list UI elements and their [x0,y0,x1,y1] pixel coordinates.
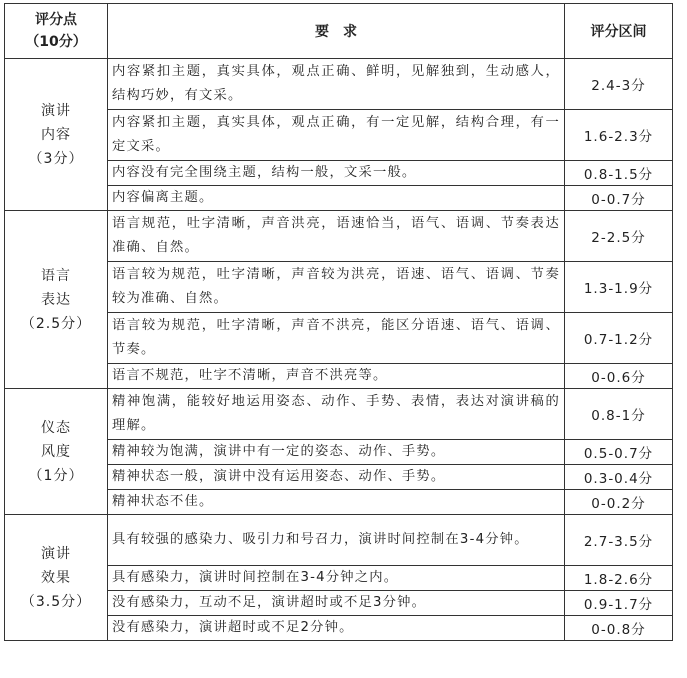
table-row [5,59,673,110]
score-range-cell: 2.7-3.5分 [565,515,673,566]
score-range-cell: 2-2.5分 [565,211,673,262]
requirement-cell: 语言较为规范，吐字清晰，声音不洪亮，能区分语速、语气、语调、节奏。 [108,313,565,364]
score-range-cell: 0-0.2分 [565,490,673,515]
score-range-cell: 0.3-0.4分 [565,465,673,490]
category-cell-demeanor [5,389,108,515]
category-name: 内容 [41,126,71,143]
category-cell-content [5,59,108,211]
requirement-cell: 没有感染力，演讲超时或不足2分钟。 [108,616,565,641]
requirement-cell: 内容没有完全围绕主题，结构一般，文采一般。 [108,161,565,186]
requirement-cell: 语言较为规范，吐字清晰，声音较为洪亮，语速、语气、语调、节奏较为准确、自然。 [108,262,565,313]
requirement-cell: 精神状态一般，演讲中没有运用姿态、动作、手势。 [108,465,565,490]
score-range-cell: 0.7-1.2分 [565,313,673,364]
category-points: （2.5分） [20,315,92,332]
requirement-cell: 精神饱满，能较好地运用姿态、动作、手势、表情，表达对演讲稿的理解。 [108,389,565,440]
table-row [5,211,673,262]
header-scoring-point-title: 评分点 [35,12,77,28]
scoring-table [4,3,673,641]
category-name: 语言 [41,267,71,284]
category-name: 风度 [41,443,71,460]
score-range-cell: 0.9-1.7分 [565,591,673,616]
requirement-cell: 内容紧扣主题，真实具体，观点正确，有一定见解，结构合理，有一定文采。 [108,110,565,161]
score-range-cell: 0.5-0.7分 [565,440,673,465]
category-name: 演讲 [41,102,71,119]
header-requirements: 要 求 [108,4,565,59]
score-range-cell: 1.3-1.9分 [565,262,673,313]
category-name: 演讲 [41,545,71,562]
requirement-cell: 精神状态不佳。 [108,490,565,515]
category-points: （3分） [28,150,84,167]
requirement-cell: 具有较强的感染力、吸引力和号召力，演讲时间控制在3-4分钟。 [108,515,565,566]
header-scoring-point [5,4,108,59]
category-cell-effect [5,515,108,641]
category-points: （3.5分） [20,593,92,610]
score-range-cell: 0-0.7分 [565,186,673,211]
score-range-cell: 0-0.6分 [565,364,673,389]
category-cell-language [5,211,108,389]
score-range-cell: 1.8-2.6分 [565,566,673,591]
category-name: 仪态 [41,419,71,436]
table-row [5,389,673,440]
score-range-cell: 0.8-1.5分 [565,161,673,186]
header-score-range: 评分区间 [565,4,673,59]
requirement-cell: 具有感染力，演讲时间控制在3-4分钟之内。 [108,566,565,591]
header-total-points: （10分） [25,34,87,50]
requirement-cell: 语言规范，吐字清晰，声音洪亮，语速恰当，语气、语调、节奏表达准确、自然。 [108,211,565,262]
category-name: 效果 [41,569,71,586]
header-row [5,4,673,59]
category-points: （1分） [28,467,84,484]
requirement-cell: 内容偏离主题。 [108,186,565,211]
requirement-cell: 内容紧扣主题，真实具体，观点正确、鲜明，见解独到，生动感人，结构巧妙，有文采。 [108,59,565,110]
score-range-cell: 1.6-2.3分 [565,110,673,161]
score-range-cell: 0-0.8分 [565,616,673,641]
score-range-cell: 2.4-3分 [565,59,673,110]
requirement-cell: 精神较为饱满，演讲中有一定的姿态、动作、手势。 [108,440,565,465]
requirement-cell: 语言不规范，吐字不清晰，声音不洪亮等。 [108,364,565,389]
table-row [5,515,673,566]
score-range-cell: 0.8-1分 [565,389,673,440]
category-name: 表达 [41,291,71,308]
requirement-cell: 没有感染力，互动不足，演讲超时或不足3分钟。 [108,591,565,616]
